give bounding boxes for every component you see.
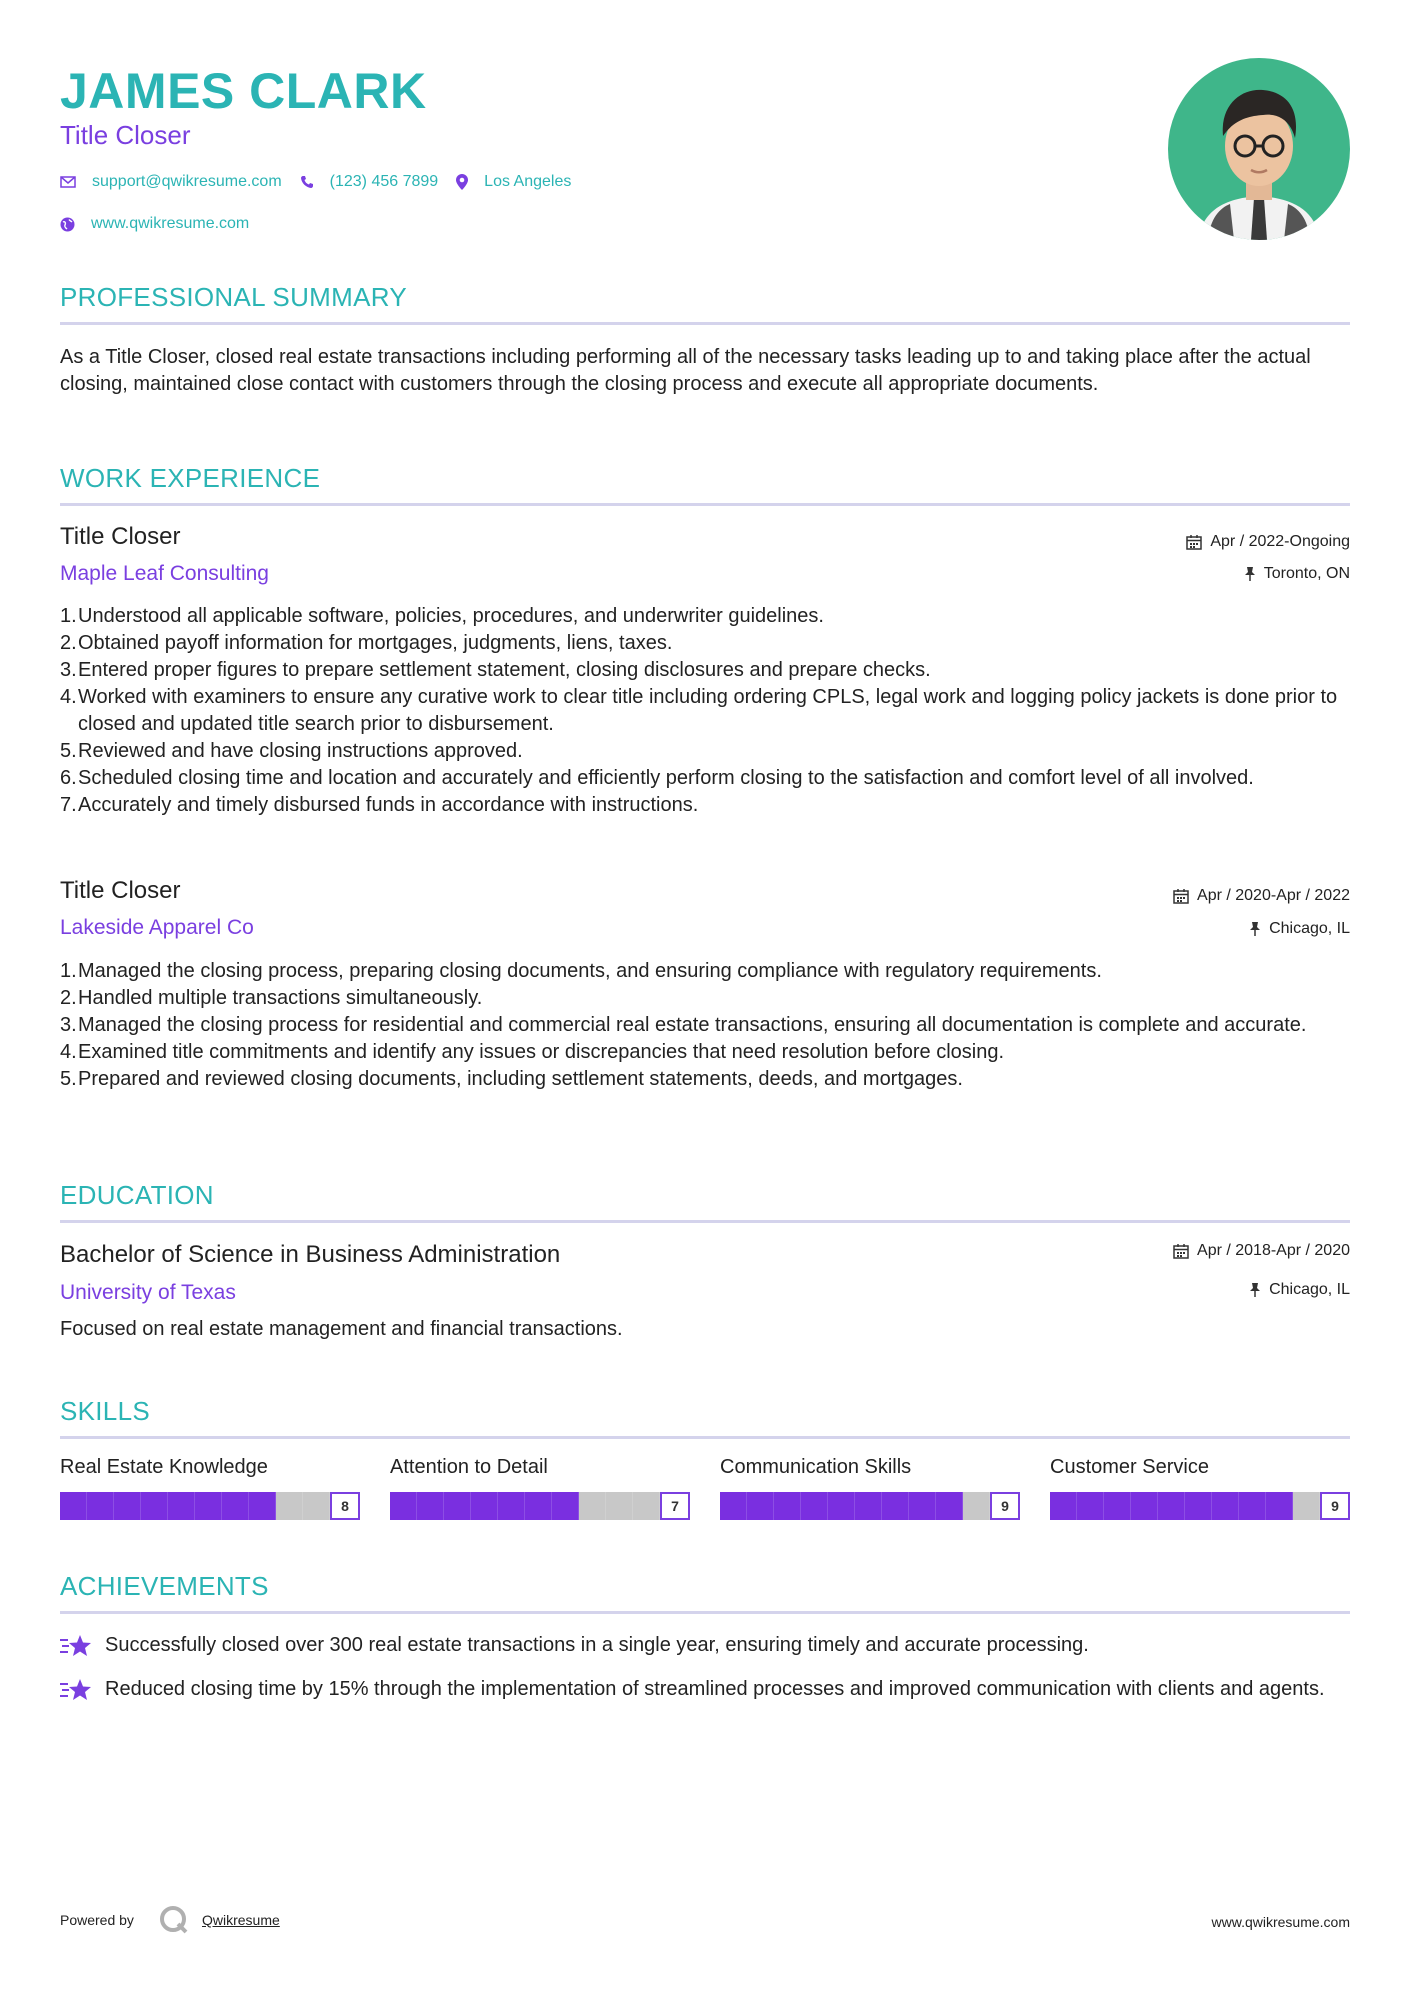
job-bullets [60, 603, 1350, 819]
contact-phone[interactable] [300, 173, 439, 191]
education-date-text: Apr / 2018-Apr / 2020 [1197, 1242, 1350, 1259]
skill-segment [1185, 1492, 1212, 1520]
skill-segment [1104, 1492, 1131, 1520]
skill-segment [579, 1492, 606, 1520]
pin-icon [1244, 566, 1256, 582]
list-item: 1. Managed the closing process, preparing closing documents, and ensuring compliance with regulatory requirements. [60, 960, 1102, 982]
section-divider [60, 1436, 1350, 1439]
skill-segment [195, 1492, 222, 1520]
skill-item [720, 1456, 1020, 1520]
job-location [1249, 920, 1350, 938]
skill-segment [774, 1492, 801, 1520]
skill-segment [963, 1492, 990, 1520]
contact-email[interactable] [60, 173, 282, 191]
summary-text: As a Title Closer, closed real estate transactions including performing all of the necessary tasks leading up to and taking place after the actual closing, maintained close contact with customers through the closing process and execute all appropriate documents. [60, 346, 1311, 395]
skill-segment [303, 1492, 330, 1520]
skill-segment [444, 1492, 471, 1520]
experience-heading: WORK EXPERIENCE [60, 463, 321, 493]
job-title: Title Closer [60, 877, 181, 904]
job-date [1186, 533, 1350, 551]
pin-icon [1249, 1282, 1261, 1298]
skill-segment [87, 1492, 114, 1520]
skill-level-badge: 9 [990, 1492, 1020, 1520]
skill-segment [1131, 1492, 1158, 1520]
skill-segment [249, 1492, 276, 1520]
job-date-text: Apr / 2022-Ongoing [1210, 533, 1350, 550]
education-description: Focused on real estate management and financial transactions. [60, 1318, 623, 1340]
skill-name: Attention to Detail [390, 1456, 548, 1478]
contact-location [456, 173, 571, 191]
powered-by-text: Powered by [60, 1912, 134, 1928]
contact-row-2 [60, 215, 267, 233]
education-location-text: Chicago, IL [1269, 1281, 1350, 1298]
skill-segment [60, 1492, 87, 1520]
brand-link[interactable]: Qwikresume [202, 1912, 280, 1928]
section-divider [60, 1220, 1350, 1223]
skills-heading: SKILLS [60, 1396, 150, 1426]
skill-segment [747, 1492, 774, 1520]
star-icon [60, 1676, 105, 1710]
skill-bar [390, 1492, 690, 1520]
skill-segment [390, 1492, 417, 1520]
location-text: Los Angeles [484, 173, 572, 190]
list-item: 4. Worked with examiners to ensure any curative work to clear title including ordering CPLS, legal work and logging policy jackets is done prior to closed and updated title search prior to disbursement. [60, 686, 1338, 735]
list-item: 1. Understood all applicable software, policies, procedures, and underwriter guidelines. [60, 605, 824, 627]
achievement-item [60, 1632, 1350, 1666]
job-location-text: Chicago, IL [1269, 920, 1350, 937]
phone-icon [300, 175, 314, 189]
calendar-icon [1173, 888, 1189, 904]
contact-row-1 [60, 173, 589, 191]
list-item: 5. Reviewed and have closing instructions approved. [60, 740, 523, 762]
map-pin-icon [456, 174, 468, 190]
qwikresume-logo-icon [158, 1904, 190, 1941]
email-text: support@qwikresume.com [92, 173, 282, 190]
footer [60, 1900, 1350, 1940]
skill-segment [1293, 1492, 1320, 1520]
skill-name: Communication Skills [720, 1456, 912, 1478]
skill-segment [828, 1492, 855, 1520]
pin-icon [1249, 921, 1261, 937]
achievements-heading: ACHIEVEMENTS [60, 1571, 269, 1601]
job-date-text: Apr / 2020-Apr / 2022 [1197, 887, 1350, 904]
education-heading: EDUCATION [60, 1180, 214, 1210]
candidate-title: Title Closer [60, 120, 191, 150]
skill-segment [552, 1492, 579, 1520]
calendar-icon [1186, 534, 1202, 550]
skill-segment [471, 1492, 498, 1520]
phone-text: (123) 456 7899 [329, 173, 439, 190]
achievement-text: Successfully closed over 300 real estate transactions in a single year, ensuring timely and accurate processing. [105, 1634, 1089, 1656]
skill-segment [1077, 1492, 1104, 1520]
skill-segment [909, 1492, 936, 1520]
skill-segment [720, 1492, 747, 1520]
profile-photo [1168, 58, 1350, 240]
star-icon [60, 1632, 105, 1666]
section-divider [60, 1611, 1350, 1614]
skill-segment [417, 1492, 444, 1520]
education-date [1173, 1242, 1350, 1260]
contact-website[interactable] [60, 215, 249, 233]
education-degree: Bachelor of Science in Business Administration [60, 1241, 561, 1268]
website-text: www.qwikresume.com [91, 215, 250, 232]
skill-segment [1266, 1492, 1293, 1520]
calendar-icon [1173, 1243, 1189, 1259]
skill-bar [60, 1492, 360, 1520]
skill-level-badge: 7 [660, 1492, 690, 1520]
summary-heading: PROFESSIONAL SUMMARY [60, 282, 407, 312]
job-location [1244, 565, 1350, 583]
list-item: 5. Prepared and reviewed closing documents, including settlement statements, deeds, and mortgages. [60, 1068, 963, 1090]
skill-segment [276, 1492, 303, 1520]
skill-bar [720, 1492, 1020, 1520]
education-school: University of Texas [60, 1281, 236, 1304]
skill-segment [168, 1492, 195, 1520]
skill-name: Real Estate Knowledge [60, 1456, 268, 1478]
skill-segment [114, 1492, 141, 1520]
list-item: 6. Scheduled closing time and location and accurately and efficiently perform closing to the satisfaction and comfort level of all involved. [60, 767, 1254, 789]
job-company: Maple Leaf Consulting [60, 562, 269, 585]
list-item: 7. Accurately and timely disbursed funds in accordance with instructions. [60, 794, 699, 816]
skill-segment [633, 1492, 660, 1520]
skill-segment [855, 1492, 882, 1520]
skill-item [390, 1456, 690, 1520]
section-divider [60, 503, 1350, 506]
globe-icon [60, 217, 75, 232]
job-bullets [60, 958, 1350, 1093]
job-company: Lakeside Apparel Co [60, 916, 254, 939]
skill-item [1050, 1456, 1350, 1520]
skill-segment [1239, 1492, 1266, 1520]
list-item: 2. Obtained payoff information for mortgages, judgments, liens, taxes. [60, 632, 673, 654]
skill-segment [1212, 1492, 1239, 1520]
list-item: 3. Entered proper figures to prepare settlement statement, closing disclosures and prepare checks. [60, 659, 931, 681]
list-item: 4. Examined title commitments and identify any issues or discrepancies that need resolution before closing. [60, 1041, 1005, 1063]
skill-segment [525, 1492, 552, 1520]
candidate-name: JAMES CLARK [60, 63, 427, 119]
achievement-text: Reduced closing time by 15% through the implementation of streamlined processes and improved communication with clients and agents. [105, 1678, 1325, 1700]
skill-segment [222, 1492, 249, 1520]
footer-website-link[interactable]: www.qwikresume.com [1211, 1914, 1350, 1930]
skill-segment [1158, 1492, 1185, 1520]
job-location-text: Toronto, ON [1263, 565, 1350, 582]
skill-segment [1050, 1492, 1077, 1520]
mail-icon [60, 176, 76, 188]
list-item: 3. Managed the closing process for residential and commercial real estate transactions, ensuring all documentation is complete and accurate. [60, 1014, 1307, 1036]
skill-name: Customer Service [1050, 1456, 1209, 1478]
section-divider [60, 322, 1350, 325]
list-item: 2. Handled multiple transactions simultaneously. [60, 987, 483, 1009]
skill-segment [801, 1492, 828, 1520]
skill-level-badge: 8 [330, 1492, 360, 1520]
skill-segment [606, 1492, 633, 1520]
job-date [1173, 887, 1350, 905]
skill-item [60, 1456, 360, 1520]
skill-segment [141, 1492, 168, 1520]
achievement-item [60, 1676, 1350, 1710]
skill-bar [1050, 1492, 1350, 1520]
skill-segment [936, 1492, 963, 1520]
skill-segment [498, 1492, 525, 1520]
skill-level-badge: 9 [1320, 1492, 1350, 1520]
skill-segment [882, 1492, 909, 1520]
education-location [1249, 1281, 1350, 1299]
job-title: Title Closer [60, 523, 181, 550]
